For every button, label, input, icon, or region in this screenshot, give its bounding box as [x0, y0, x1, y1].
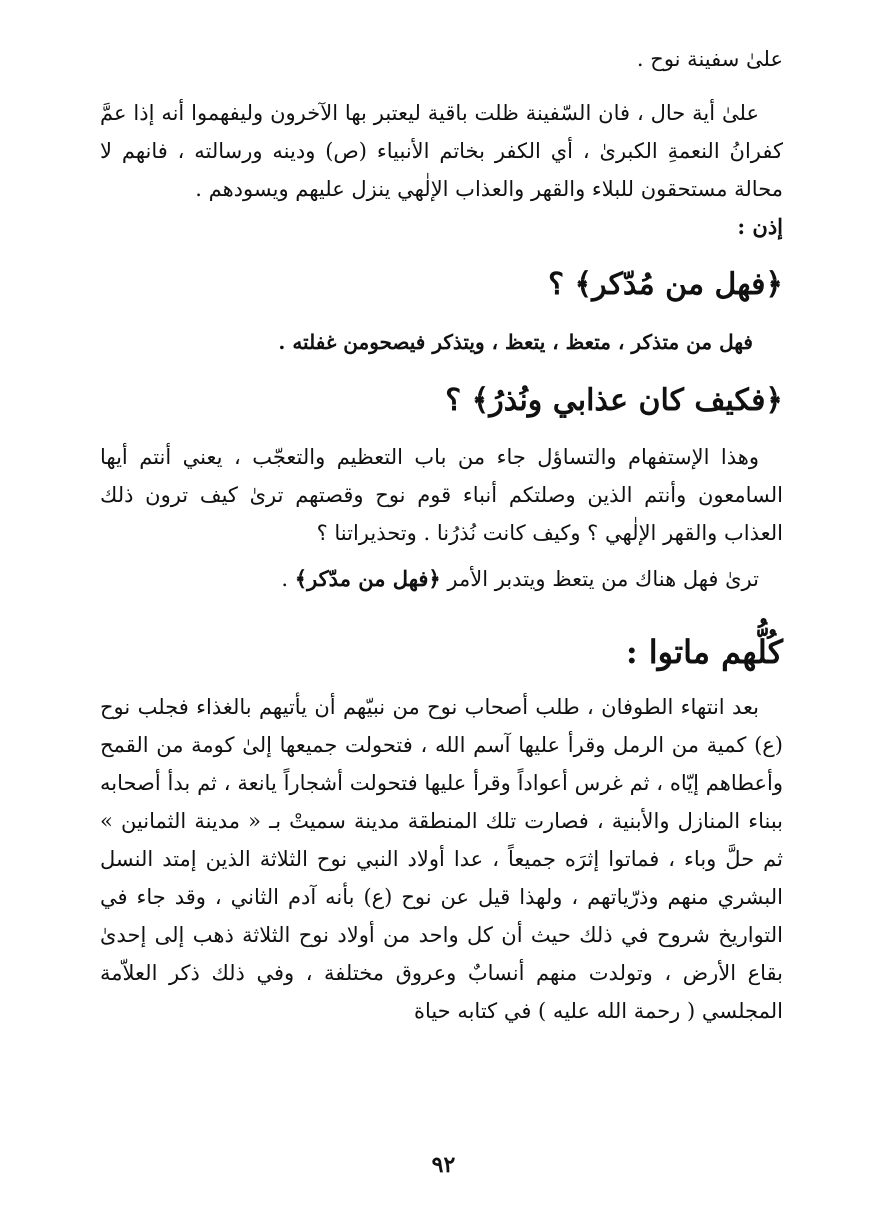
explanation-1: فهل من متذكر ، متعظ ، يتعظ ، ويتذكر فيصحومن غفلته . [278, 330, 753, 354]
paragraph-3: بعد انتهاء الطوفان ، طلب أصحاب نوح من نبيّهم أن يأتيهم بالغذاء فجلب نوح (ع) كمية من الرمل وقرأ عليها آسم الله ، فتحولت جميعها إلىٰ كومة من القمح وأعطاهم إيّاه ، ثم غرس أعواداً وقرأ عليها فتحولت أشجاراً يانعة ، ثم بدأ أصحابه ببناء المنازل والأبنية ، فصارت تلك المنطقة مدينة سميتْ بـ « مدينة الثمانين » ثم حلَّ وباء ، فماتوا إثرَه جميعاً ، عدا أولاد النبي نوح الثلاثة الذين إمتد النسل البشري منهم وذرّياتهم ، ولهذا قيل عن نوح (ع) بأنه آدم الثاني ، وقد جاء في التواريخ شروح في ذلك حيث أن كل واحد من أولاد نوح الثلاثة ذهب إلى إحدىٰ بقاع الأرض ، وتولدت منهم أنسابٌ وعروق مختلفة ، وفي ذلك ذكر العلاّمة المجلسي ( رحمة الله عليه ) في كتابه حياة [100, 695, 783, 1023]
reflection-question [100, 560, 783, 598]
idhan-label: إذن : [737, 214, 783, 239]
paragraph-2: وهذا الإستفهام والتساؤل جاء من باب التعظيم والتعجّب ، يعني أنتم أيها السامعون وأنتم الذين وصلتكم أنباء قوم نوح وقصتهم ترىٰ كيف ترون ذلك العذاب والقهر الإلٰهي ؟ وكيف كانت نُذرُنا . وتحذيراتنا ؟ [100, 445, 783, 545]
reflection-question-quote: ﴿فهل من مدّكر﴾ [294, 566, 441, 591]
reflection-question-suffix: . [281, 567, 289, 591]
page-body [100, 40, 783, 1030]
quranic-heading-1: ﴿فهل من مُدّكر﴾ ؟ [548, 267, 783, 302]
reflection-question-text: ترىٰ فهل هناك من يتعظ ويتدبر الأمر [447, 567, 759, 591]
page-number: ٩٢ [431, 1152, 456, 1178]
quranic-heading-2: ﴿فكيف كان عذابي ونُذرُ﴾ ؟ [445, 383, 783, 418]
paragraph-1: علىٰ أية حال ، فان السّفينة ظلت باقية ليعتبر بها الآخرون وليفهموا أنه إذا عمَّ كفرانُ النعمةِ الكبرىٰ ، أي الكفر بخاتم الأنبياء (ص) ودينه ورسالته ، فانهم لا محالة مستحقون للبلاء والقهر والعذاب الإلٰهي ينزل عليهم ويسودهم . [100, 101, 783, 201]
opening-line: علىٰ سفينة نوح . [636, 47, 783, 71]
section-title: كُلُّهم ماتوا : [625, 633, 783, 671]
